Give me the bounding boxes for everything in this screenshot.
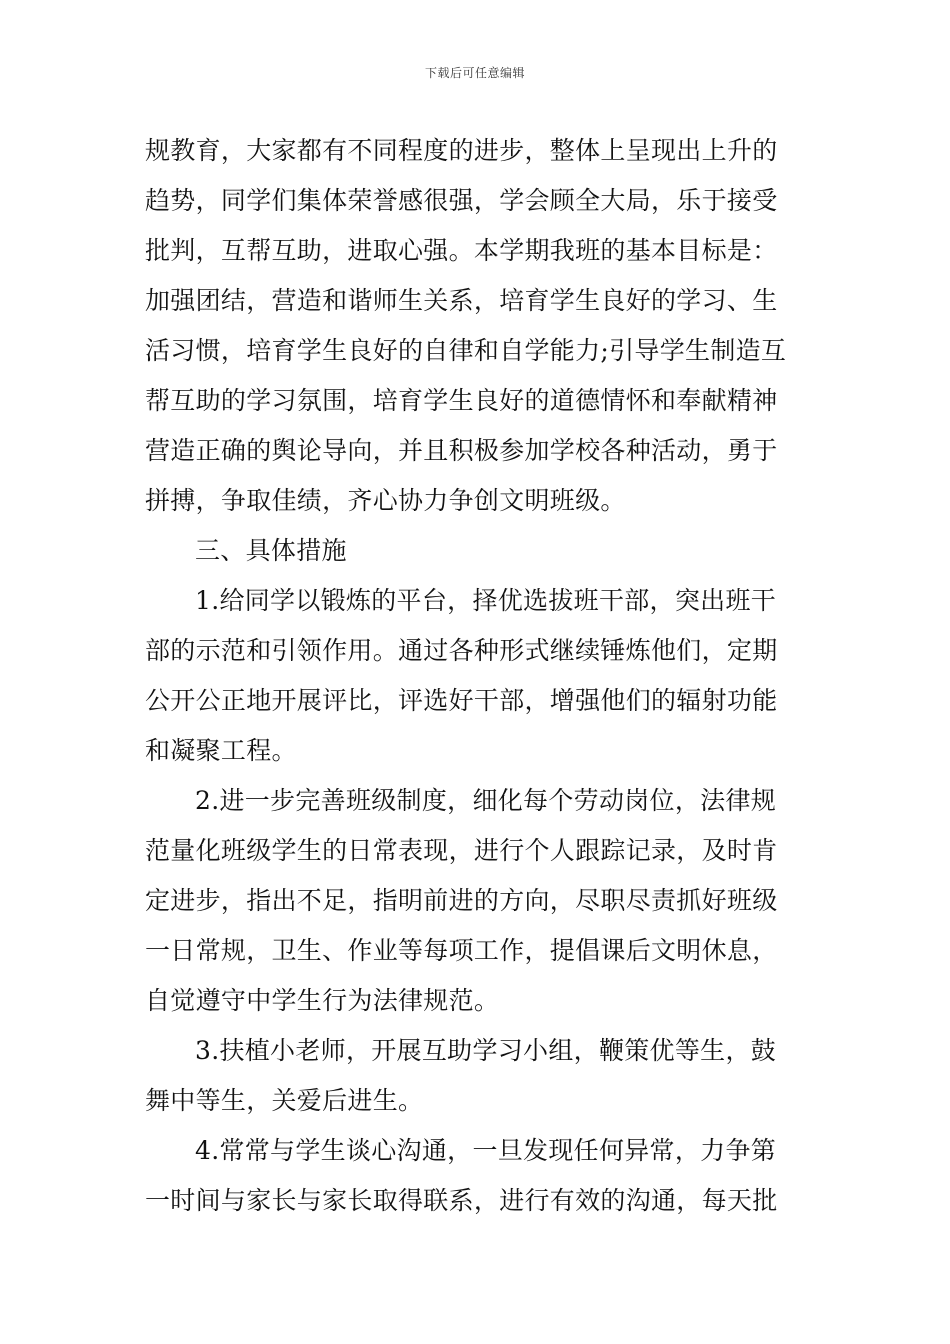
page-header: 下载后可任意编辑 xyxy=(424,66,525,80)
text-line: 定进步，指出不足，指明前进的方向，尽职尽责抓好班级 xyxy=(145,886,778,915)
text-line: 拼搏，争取佳绩，齐心协力争创文明班级。 xyxy=(145,486,626,515)
text-line: 2.进一步完善班级制度，细化每个劳动岗位，法律规 xyxy=(195,786,777,815)
text-line: 规教育，大家都有不同程度的进步，整体上呈现出上升的 xyxy=(145,136,778,165)
text-line: 和凝聚工程。 xyxy=(145,736,297,765)
text-line: 营造正确的舆论导向，并且积极参加学校各种活动，勇于 xyxy=(145,436,778,465)
text-line: 公开公正地开展评比，评选好干部，增强他们的辐射功能 xyxy=(145,686,778,715)
text-line: 1.给同学以锻炼的平台，择优选拔班干部，突出班干 xyxy=(195,586,777,615)
text-line: 批判，互帮互助，进取心强。本学期我班的基本目标是： xyxy=(145,236,778,265)
text-line: 活习惯，培育学生良好的自律和自学能力;引导学生制造互 xyxy=(145,336,787,365)
text-line: 加强团结，营造和谐师生关系，培育学生良好的学习、生 xyxy=(145,286,778,315)
text-line: 一日常规，卫生、作业等每项工作，提倡课后文明休息， xyxy=(145,936,778,965)
document-body xyxy=(145,126,805,1226)
section-heading: 三、具体措施 xyxy=(195,536,347,565)
text-line: 自觉遵守中学生行为法律规范。 xyxy=(145,986,500,1015)
text-line: 一时间与家长与家长取得联系，进行有效的沟通，每天批 xyxy=(145,1186,778,1215)
text-line: 部的示范和引领作用。通过各种形式继续锤炼他们，定期 xyxy=(145,636,778,665)
text-line: 3.扶植小老师，开展互助学习小组，鞭策优等生，鼓 xyxy=(195,1036,777,1065)
text-line: 帮互助的学习氛围，培育学生良好的道德情怀和奉献精神 xyxy=(145,386,778,415)
text-line: 4.常常与学生谈心沟通，一旦发现任何异常，力争第 xyxy=(195,1136,777,1165)
text-line: 舞中等生，关爱后进生。 xyxy=(145,1086,424,1115)
text-line: 范量化班级学生的日常表现，进行个人跟踪记录，及时肯 xyxy=(145,836,778,865)
text-line: 趋势，同学们集体荣誉感很强，学会顾全大局，乐于接受 xyxy=(145,186,778,215)
